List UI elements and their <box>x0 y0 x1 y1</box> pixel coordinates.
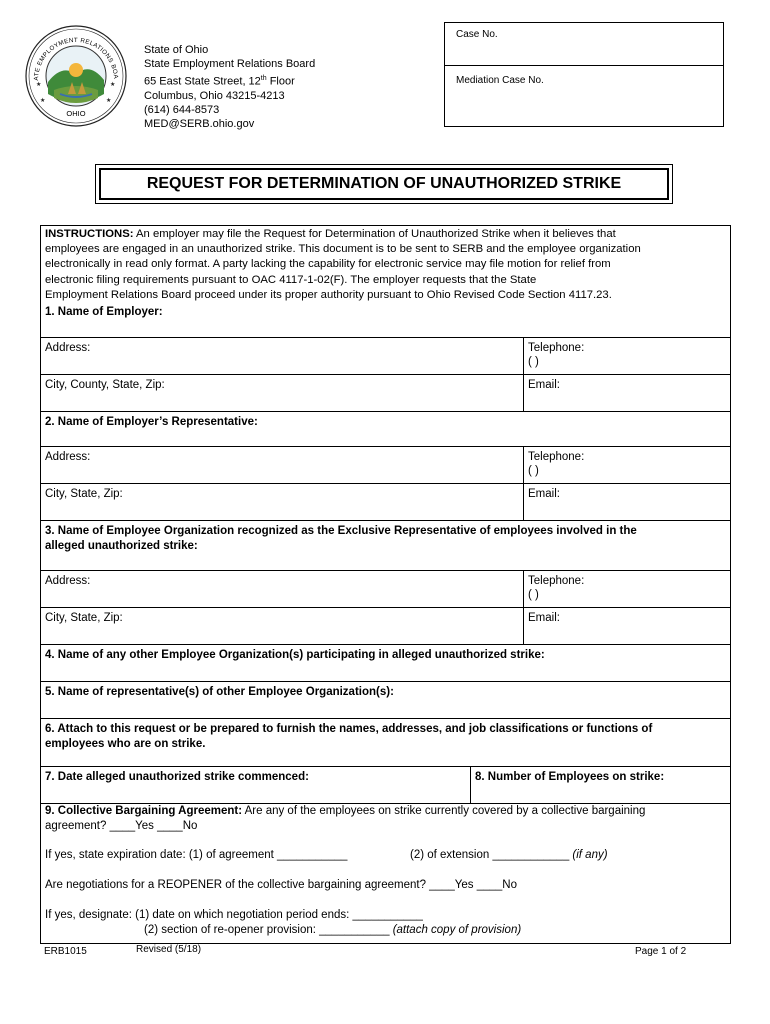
employer-city-field[interactable]: City, County, State, Zip: <box>45 379 165 391</box>
address-line: Columbus, Ohio 43215-4213 <box>144 89 285 102</box>
bargaining-agreement-section[interactable]: 9. Collective Bargaining Agreement: Are any of the employees on strike currently covered by a collective bargaining agreement? ____Yes ____No If yes, state expiration date: (1) of agreement ___________ (2) of extension ____________ (if any) Are negotiations for a REOPENER of the collective bargaining agreement? ____Yes ____No If yes, designate: (1) date on which negotiation period ends: ___________ (2) section of re-opener provision: ___________ (attach copy of provision) <box>45 805 646 936</box>
revision-date: Revised (5/18) <box>136 944 202 955</box>
seal-top-text: ATE EMPLOYMENT RELATIONS BOA <box>32 36 120 81</box>
address-line: (614) 644-8573 <box>144 103 220 116</box>
rep-city-field[interactable]: City, State, Zip: <box>45 488 123 500</box>
instructions: INSTRUCTIONS: An employer may file the Request for Determination of Unauthorized Strike when it believes that employees are engaged in an unauthorized strike. This document is to be sent to SERB and the employee organization electronically in read only format. A party lacking the capability for electronic service may file motion for relief from electronic filing requirements pursuant to OAC 4117-1-02(F). The employer requests that the State Employment Relations Board proceed under its proper authority pursuant to Ohio Revised Code Section 4117.23. <box>45 228 641 301</box>
employees-on-strike-field[interactable]: 8. Number of Employees on strike: <box>475 771 665 783</box>
employer-email-field[interactable]: Email: <box>528 379 560 391</box>
case-number-box <box>444 22 724 127</box>
page-number: Page 1 of 2 <box>635 946 687 957</box>
svg-text:★: ★ <box>36 81 42 88</box>
rep-address-field[interactable]: Address: <box>45 451 91 463</box>
rep-telephone-field[interactable]: Telephone: ( ) <box>528 451 585 477</box>
svg-text:STATE EMPLOYMENT RELATIONS BOA <box>24 24 119 81</box>
page-title: REQUEST FOR DETERMINATION OF UNAUTHORIZED STRIKE <box>99 168 669 200</box>
seal-lettering <box>24 24 128 128</box>
form-id: ERB1015 <box>44 946 87 957</box>
address-line: MED@SERB.ohio.gov <box>144 118 255 131</box>
svg-text:★: ★ <box>110 81 116 88</box>
request-form <box>40 225 731 944</box>
title-box <box>95 164 673 204</box>
other-organizations-field[interactable]: 4. Name of any other Employee Organization(s) participating in alleged unauthorized strike: <box>45 649 545 661</box>
mediation-case-no-field[interactable]: Mediation Case No. <box>456 75 544 86</box>
other-representatives-field[interactable]: 5. Name of representative(s) of other Employee Organization(s): <box>45 686 394 698</box>
seal-text <box>24 24 128 128</box>
rep-email-field[interactable]: Email: <box>528 488 560 500</box>
case-no-field[interactable]: Case No. <box>445 23 723 66</box>
agency-address <box>144 43 315 131</box>
employee-organization-field[interactable]: 3. Name of Employee Organization recognized as the Exclusive Representative of employees involved in the alleged unauthorized strike: <box>45 525 637 552</box>
address-line: State Employment Relations Board <box>144 58 316 71</box>
svg-text:★: ★ <box>106 97 112 104</box>
attachment-notice: 6. Attach to this request or be prepared to furnish the names, addresses, and job classifications or functions of employees who are on strike. <box>45 723 653 750</box>
org-city-field[interactable]: City, State, Zip: <box>45 612 123 624</box>
svg-text:★: ★ <box>40 97 46 104</box>
address-line: 65 East State Street, 12th Floor <box>144 74 295 88</box>
strike-date-field[interactable]: 7. Date alleged unauthorized strike commenced: <box>45 771 309 783</box>
representative-name-field[interactable]: 2. Name of Employer’s Representative: <box>45 416 258 428</box>
seal-bottom-text: OHIO <box>66 109 86 118</box>
employer-address-field[interactable]: Address: <box>45 342 91 354</box>
org-address-field[interactable]: Address: <box>45 575 91 587</box>
org-email-field[interactable]: Email: <box>528 612 560 624</box>
employer-telephone-field[interactable]: Telephone: ( ) <box>528 342 585 368</box>
address-line: State of Ohio <box>144 44 209 56</box>
org-telephone-field[interactable]: Telephone: ( ) <box>528 575 585 601</box>
employer-name-field[interactable]: 1. Name of Employer: <box>45 306 163 318</box>
